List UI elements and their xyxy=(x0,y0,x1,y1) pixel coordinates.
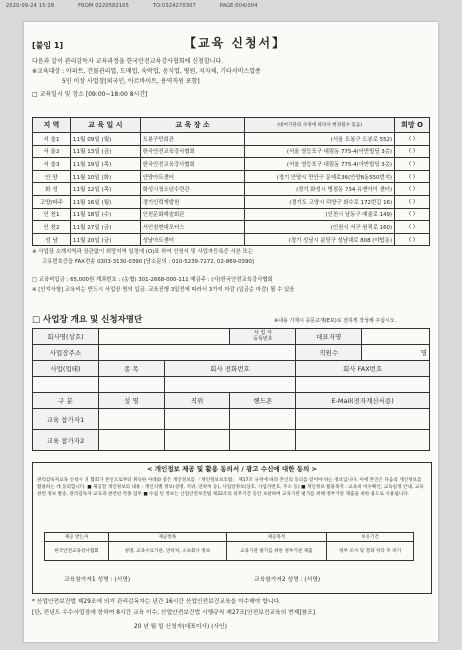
header-place: 교 육 장 소 xyxy=(140,118,245,133)
row-choice-checkbox[interactable]: ( ) xyxy=(395,221,430,234)
row-place: 경기인력개발원 xyxy=(140,195,245,208)
row-choice-checkbox[interactable]: ( ) xyxy=(395,158,430,171)
table-row xyxy=(33,221,430,234)
fax-from: FROM 0220582105 xyxy=(78,3,130,9)
form-title: 【교육 신청서】 xyxy=(184,36,287,50)
schedule-header-row xyxy=(33,118,430,133)
signature-participant-2[interactable]: 교육참가자2 성명 : (서명) xyxy=(254,577,321,583)
row-region: 인 천1 xyxy=(33,208,71,221)
phone-label: 회사 전화번호 xyxy=(164,361,296,377)
header-region: 지 역 xyxy=(33,118,71,133)
section-title: □ 사업장 개요 및 신청자명단 xyxy=(32,315,143,325)
table-row xyxy=(33,133,430,146)
participant-1-label: 교육 참가자1 xyxy=(33,409,99,430)
biztype-label: 사업(업태) xyxy=(33,361,99,377)
footer-line-2: [단, 전년도 우수사업장에 한하여 8시간 교육 이수, 산업안전보건법 시행규칙 제27조[안전보건교육의 면제]참조] xyxy=(32,610,316,616)
intro-line-2: ※교육대상 : 아파트, 건물관리업, 도매업, 숙박업, 음식업, 병원, 지자체, 기타서비스업종 xyxy=(32,68,261,75)
consent-table xyxy=(44,532,414,561)
row-choice-checkbox[interactable]: ( ) xyxy=(395,170,430,183)
staff-unit[interactable]: 명 xyxy=(362,345,430,361)
row-date: 11월 19일 (목) xyxy=(70,158,140,171)
row-choice-checkbox[interactable]: ( ) xyxy=(395,233,430,246)
consent-header-purpose: 제공목적 xyxy=(226,533,326,542)
row-choice-checkbox[interactable]: ( ) xyxy=(395,195,430,208)
address-field[interactable] xyxy=(98,345,295,361)
row-place: 도봉구민회관 xyxy=(140,133,245,146)
header-place-note: (대여기관의 사정에 따라서 변경될수 있음) xyxy=(245,118,395,133)
participant-1-mobile[interactable] xyxy=(230,409,296,430)
consent-box xyxy=(32,462,432,594)
row-place: 인천문화예술회관 xyxy=(140,208,245,221)
row-address: (서울 영등포구 대림동 775-4(아반빌딩 3층) xyxy=(245,158,395,171)
row-date: 11월 09일 (월) xyxy=(70,133,140,146)
row-choice-checkbox[interactable]: ( ) xyxy=(395,145,430,158)
row-choice-checkbox[interactable]: ( ) xyxy=(395,208,430,221)
signature-participant-1[interactable]: 교육참가자1 성명 : (서명) xyxy=(64,577,131,583)
row-place: 안양아트센터 xyxy=(140,170,245,183)
participant-2-label: 교육 참가자2 xyxy=(33,430,99,451)
row-region: 화 성 xyxy=(33,183,71,196)
intro-line-1: 다음과 같이 관리감독자 교육과정을 한국안전교육강사협회에 신청합니다. xyxy=(32,58,224,65)
row-address: (경기도 고양시 덕양구 화수로 172번길 16) xyxy=(245,195,395,208)
consent-header-period: 보유기간 xyxy=(327,533,414,542)
fax-header xyxy=(6,3,280,9)
fax-date: 2020-09-24 15:28 xyxy=(6,3,55,9)
row-address: (서울 도봉구 도봉로 552) xyxy=(245,133,395,146)
table-row xyxy=(33,208,430,221)
participant-1-position[interactable] xyxy=(164,409,230,430)
person-header-name: 성 명 xyxy=(98,393,164,409)
person-header-type: 구 분 xyxy=(33,393,99,409)
note-line-1: ※ 사업장 소재지역과 상관없이 희망지역 일정에 (O)표 하여 신청서 및 사업자등록증 사본 또는 xyxy=(32,249,253,255)
company-label: 회사명(상호) xyxy=(33,329,99,345)
row-date: 11월 16일 (월) xyxy=(70,195,140,208)
row-address: (경기 화성시 병점동 734 유앤아이 센터) xyxy=(245,183,395,196)
row-place: 서인천현대모터스 xyxy=(140,221,245,234)
row-date: 11월 12일 (목) xyxy=(70,183,140,196)
row-date: 11월 13일 (금) xyxy=(70,145,140,158)
row-region: 서 울3 xyxy=(33,158,71,171)
category-field[interactable] xyxy=(98,377,164,393)
ceo-field[interactable] xyxy=(362,329,430,345)
company-field[interactable] xyxy=(98,329,230,345)
row-address: (서울 영등포구 대림동 775-4(아반빌딩 3층) xyxy=(245,145,395,158)
consent-purpose: 교육기관 평가를 위한 정부기관 제출 xyxy=(226,542,326,561)
consent-header-recipient: 제공 받는자 xyxy=(45,533,109,542)
row-place: 한국안전교육강사협회 xyxy=(140,145,245,158)
row-region: 고양/파주 xyxy=(33,195,71,208)
category-label: 종 목 xyxy=(98,361,164,377)
participant-2-mobile[interactable] xyxy=(230,430,296,451)
row-date: 11월 18일 (수) xyxy=(70,208,140,221)
appendix-label: [붙임 1] xyxy=(32,41,64,50)
consent-recipient: 한국안전교육강사협회 xyxy=(45,542,109,561)
ceo-label: 대표자명 xyxy=(296,329,362,345)
fax-to: TO:0324270307 xyxy=(152,3,196,9)
intro-line-3: 5인 이상 사업장[외국인, 아르바이트, 용역직원 포함] xyxy=(62,78,200,85)
staff-label: 직원수 xyxy=(296,345,362,361)
row-place: 화성시청소년수련관 xyxy=(140,183,245,196)
row-region: 서 울1 xyxy=(33,133,71,146)
row-address: (경기 안양시 만안구 문예로36(안양8동550번지) xyxy=(245,170,395,183)
schedule-table xyxy=(32,117,430,246)
row-address: (인천시 서구 원적로 160) xyxy=(245,221,395,234)
row-date: 11월 27일 (금) xyxy=(70,221,140,234)
row-place: 한국안전교육강사협회 xyxy=(140,158,245,171)
row-region: 인 천2 xyxy=(33,221,71,234)
bizno-label: 사 업 자 등록번호 xyxy=(230,329,296,345)
row-date: 11월 10일 (화) xyxy=(70,170,140,183)
intro-line-4: □ 교육일시 및 장소 [09:00~18:00 8시간] xyxy=(32,91,148,98)
participant-1-email[interactable] xyxy=(296,409,430,430)
participant-2-position[interactable] xyxy=(164,430,230,451)
section-note: ※내용 기재시 공문교재(E포)로 전하게 작성해 주십시오. xyxy=(274,318,397,324)
payment-line: □ 교육비입금 : 65,000원 계좌번호 : (농협) 301-2668-000-111 예금주 : (사)한국안전교육강사협회 xyxy=(32,277,273,283)
footer-line-1: * 산업안전보건법 제29조에 의거 관리감독자는 년간 16시간 산업안전보건교육을 이수해야 합니다. xyxy=(32,599,281,605)
row-address: (인천시 남동구 예술로 149) xyxy=(245,208,395,221)
fax-label: 회사 FAX번호 xyxy=(296,361,430,377)
applicant-signature-line[interactable]: 20 년 월 일 신청자(대표이사) (사인) xyxy=(134,624,227,630)
row-region: 서 울2 xyxy=(33,145,71,158)
row-choice-checkbox[interactable]: ( ) xyxy=(395,183,430,196)
row-address: (경기 성남시 분당구 성남대로 808 (야탑동) xyxy=(245,233,395,246)
row-date: 11월 20일 (금) xyxy=(70,233,140,246)
table-row xyxy=(33,195,430,208)
row-choice-checkbox[interactable]: ( ) xyxy=(395,133,430,146)
payment-notice: ※ [인지사항] 교육비는 반드시 사업장 명의 입금. 교육진행 3일전에 따라서 3가지 마감 (입금순 마감) 될 수 있음 xyxy=(32,287,295,293)
participant-2-name[interactable] xyxy=(98,430,164,451)
fax-page: PAGE:004/004 xyxy=(219,3,258,9)
consent-items: 성명, 교육수료기관, 연락처, 소속회사 정보 xyxy=(109,542,227,561)
consent-body: 관리감독자교육 신청시 귀 협회가 본인으로부터 취득한 아래와 같은 개인정보를 「개인정보보호법」 제17조 규정에 따라 본인의 동의를 얻어야 하는 정보입니다. 이에 본인은 다음의 개인정보를 활용하는 데 동의합니다. ■ 제공할 개인정보의 내용 : 개인식별 정보(성명, 직위, 연락처 등), 사업장정보(상호, 사업자번호, 주소 등) ■ 개인정보 활용목적 : 교육비 미수확인, 교육일정 안내, 교육관련 정보 발송, 관리감독자 교육과 관련된 각종 업무 ■ 수집 된 정보는 산업안전보건법 제32조의 의무기간 동안 보관하며 교육기관 평가를 위해 정부기관 제출을 위한 용도로 사용됩니다. xyxy=(37,478,424,498)
row-region: 안 양 xyxy=(33,170,71,183)
header-date: 교 육 일 시 xyxy=(70,118,140,133)
table-row xyxy=(33,183,430,196)
biztype-field[interactable] xyxy=(33,377,99,393)
header-choice: 희망 O xyxy=(395,118,430,133)
person-header-mobile: 핸드폰 xyxy=(230,393,296,409)
consent-period: 정부 조사 및 결과 처리 후 파기 xyxy=(327,542,414,561)
person-header-email: E-Mail(전자계산서용) xyxy=(296,393,430,409)
participant-1-name[interactable] xyxy=(98,409,164,430)
note-line-2: 고유번호증을 FAX전송 0303-3130-0390 [담소문의 : 010-5239-7272, 02-869-0390] xyxy=(42,259,254,265)
fax-field[interactable] xyxy=(296,377,430,393)
row-place: 성남아트센터 xyxy=(140,233,245,246)
table-row xyxy=(33,233,430,246)
person-header-position: 직위 xyxy=(164,393,230,409)
row-region: 성 남 xyxy=(33,233,71,246)
table-row xyxy=(33,170,430,183)
address-label: 사업장주소 xyxy=(33,345,99,361)
table-row xyxy=(33,158,430,171)
consent-title: < 개인정보 제공 및 활용 동의서 / 광고 수신에 대한 동의 > xyxy=(146,465,318,473)
table-row xyxy=(33,145,430,158)
application-form xyxy=(24,22,438,642)
consent-header-items: 제공항목 xyxy=(109,533,227,542)
registration-table xyxy=(32,328,430,451)
phone-field[interactable] xyxy=(164,377,296,393)
participant-2-email[interactable] xyxy=(296,430,430,451)
